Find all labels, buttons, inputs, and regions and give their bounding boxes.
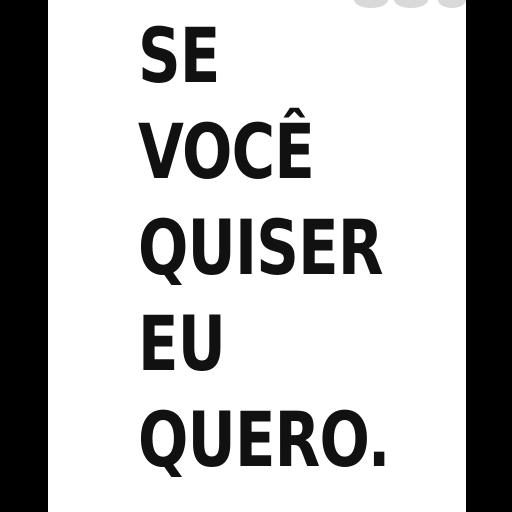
quote-text	[138, 8, 461, 488]
corner-blob	[438, 0, 466, 8]
quote-line-4: EU	[138, 299, 226, 388]
quote-line-2: VOCÊ	[138, 107, 315, 196]
corner-blob	[394, 0, 428, 8]
quote-line-3: QUISER	[138, 203, 383, 292]
quote-line-1: SE	[138, 11, 220, 100]
corner-blob	[354, 0, 388, 8]
quote-line-5: QUERO.	[138, 395, 390, 484]
